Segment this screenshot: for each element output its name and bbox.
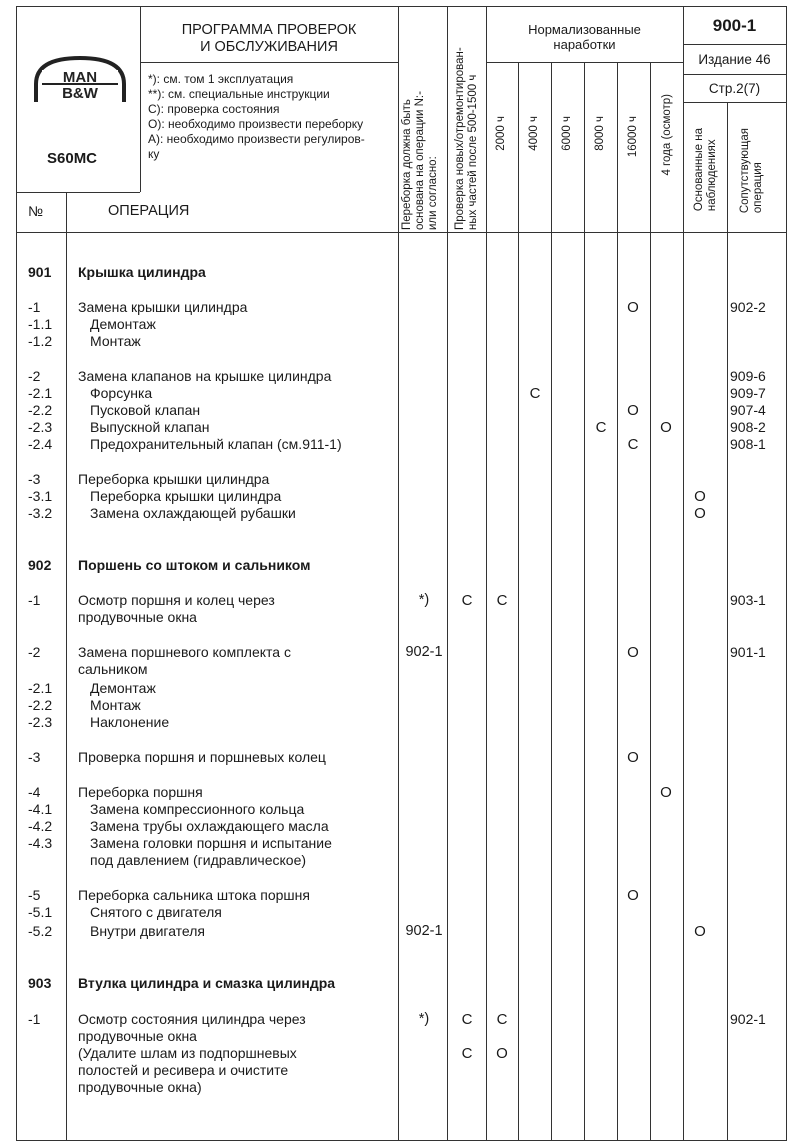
note-3: C): проверка состояния	[148, 102, 280, 116]
col-line-newparts	[447, 6, 448, 1141]
row-number: -3.2	[28, 505, 53, 521]
row-number: -1.1	[28, 316, 53, 332]
col-header-8000: 8000 ч	[594, 116, 606, 151]
row-number: 901	[28, 264, 52, 280]
operation-text: Монтаж	[90, 333, 141, 349]
operation-text: Предохранительный клапан (см.911-1)	[90, 436, 342, 452]
frame-left	[16, 6, 17, 1141]
observed-mark: O	[694, 488, 706, 505]
col-line-4000	[518, 62, 519, 1141]
observed-mark: O	[694, 505, 706, 522]
operation-text: Проверка поршня и поршневых колец	[78, 749, 326, 765]
row-number: -4	[28, 784, 41, 800]
col-line-related	[727, 102, 728, 1141]
h8000-mark: C	[595, 419, 607, 436]
note-5: A): необходимо произвести регулиров-	[148, 132, 365, 146]
operation-text: под давлением (гидравлическое)	[90, 852, 307, 868]
operation-text: Переборка сальника штока поршня	[78, 887, 310, 903]
col-line-years	[650, 62, 651, 1141]
operation-text: продувочные окна	[78, 609, 197, 625]
operation-text: сальником	[78, 661, 148, 677]
col-header-4000: 4000 ч	[528, 116, 540, 151]
row-number: -2.3	[28, 419, 53, 435]
related-operation: 909-7	[730, 385, 766, 401]
h16000-mark: O	[627, 299, 639, 316]
operation-text: Замена компрессионного кольца	[90, 801, 305, 817]
row-number: -1	[28, 299, 41, 315]
col-line-observed	[683, 6, 684, 1141]
operation-text: Наклонение	[90, 714, 170, 730]
col-line-6000	[551, 62, 552, 1141]
new-parts-mark: C	[461, 1045, 473, 1062]
col-header-6000: 6000 ч	[561, 116, 573, 151]
operation-text: Переборка крышки цилиндра	[78, 471, 270, 487]
based-on-ref: 902-1	[405, 644, 443, 660]
svg-text:B&W: B&W	[62, 85, 98, 102]
row-number: -3	[28, 749, 41, 765]
row-number: -4.2	[28, 818, 53, 834]
h16000-mark: O	[627, 644, 639, 661]
col-header-related: Сопутствующая операция	[739, 128, 764, 214]
row-number: -2.2	[28, 402, 53, 418]
docnum-divider	[683, 44, 786, 45]
based-on-ref: 902-1	[405, 923, 443, 939]
h2000-mark: C	[496, 592, 508, 609]
related-operation: 908-1	[730, 436, 766, 452]
row-number: -2.1	[28, 680, 53, 696]
frame-bottom	[16, 1140, 787, 1141]
row-number: -2.2	[28, 697, 53, 713]
operation-text: продувочные окна)	[78, 1079, 202, 1095]
note-6: ку	[148, 147, 160, 161]
header-bottom-line	[16, 232, 787, 233]
header-divider-left	[16, 192, 140, 193]
related-operation: 909-6	[730, 368, 766, 384]
row-number: -1.2	[28, 333, 53, 349]
based-on-ref: *)	[418, 592, 430, 608]
operation-text: Демонтаж	[90, 680, 156, 696]
operation-text: Монтаж	[90, 697, 141, 713]
col-line-2000	[486, 6, 487, 1141]
row-number: -2.4	[28, 436, 53, 452]
h16000-mark: O	[627, 402, 639, 419]
operation-text: Переборка крышки цилиндра	[90, 488, 282, 504]
operation-text: Пусковой клапан	[90, 402, 201, 418]
legend-notes	[148, 72, 365, 162]
title-divider	[140, 62, 398, 63]
doc-number: 900-1	[712, 16, 757, 35]
frame-top	[16, 6, 787, 7]
edition: Издание 46	[698, 52, 771, 67]
operation-text: продувочные окна	[78, 1028, 197, 1044]
page-divider	[683, 102, 786, 103]
col-header-observed: Основанные на наблюдениях	[693, 128, 718, 212]
related-operation: 901-1	[730, 644, 766, 660]
page-ref: Стр.2(7)	[708, 81, 761, 96]
program-title-line2: И ОБСЛУЖИВАНИЯ	[200, 39, 338, 55]
col-header-new-parts: Проверка новых/отремонтирован- ных частей после 500-1500 ч	[454, 47, 479, 230]
operation-text: Демонтаж	[90, 316, 156, 332]
col-header-16000: 16000 ч	[627, 116, 639, 158]
normalized-title-line1: Нормализованные	[528, 22, 641, 37]
operation-text: Замена трубы охлаждающего масла	[90, 818, 329, 834]
operation-text: Замена охлаждающей рубашки	[90, 505, 296, 521]
row-number: -5.2	[28, 923, 53, 939]
h16000-mark: C	[627, 436, 639, 453]
section-title: Крышка цилиндра	[78, 264, 206, 280]
new-parts-mark: C	[461, 1011, 473, 1028]
row-number: -2.3	[28, 714, 53, 730]
col-line-no	[66, 192, 67, 1141]
operation-text: Замена клапанов на крышке цилиндра	[78, 368, 332, 384]
row-number: -2	[28, 644, 41, 660]
operation-text: Замена головки поршня и испытание	[90, 835, 332, 851]
section-title: Втулка цилиндра и смазка цилиндра	[78, 975, 336, 991]
normalized-title-line2: наработки	[553, 37, 616, 52]
col-header-operation: ОПЕРАЦИЯ	[108, 203, 190, 219]
h16000-mark: O	[627, 749, 639, 766]
row-number: -5	[28, 887, 41, 903]
col-header-no: №	[28, 203, 44, 219]
row-number: -3.1	[28, 488, 53, 504]
operation-text: Выпускной клапан	[90, 419, 210, 435]
section-title: Поршень со штоком и сальником	[78, 557, 311, 573]
h2000-mark: C	[496, 1011, 508, 1028]
new-parts-mark: C	[461, 592, 473, 609]
row-number: -2	[28, 368, 41, 384]
col-header-2000: 2000 ч	[495, 116, 507, 151]
operation-text: Форсунка	[90, 385, 153, 401]
col-line-8000	[584, 62, 585, 1141]
col-line-16000	[617, 62, 618, 1141]
man-bw-logo	[30, 52, 130, 108]
operation-text: (Удалите шлам из подпоршневых	[78, 1045, 297, 1061]
related-operation: 902-2	[730, 299, 766, 315]
program-title-line1: ПРОГРАММА ПРОВЕРОК	[181, 22, 357, 38]
row-number: -1	[28, 592, 41, 608]
row-number: -2.1	[28, 385, 53, 401]
related-operation: 902-1	[730, 1011, 766, 1027]
col-header-based-on: Переборка должна быть основана на операции N:- или согласно:	[401, 91, 439, 230]
operation-text: Внутри двигателя	[90, 923, 206, 939]
col-header-4years: 4 года (осмотр)	[661, 94, 673, 176]
row-number: -5.1	[28, 904, 53, 920]
h4000-mark: C	[529, 385, 541, 402]
row-number: -1	[28, 1011, 41, 1027]
svg-text:MAN: MAN	[62, 69, 98, 86]
col-line-based	[398, 6, 399, 1141]
operation-text: Замена поршневого комплекта с	[78, 644, 291, 660]
row-number: -3	[28, 471, 41, 487]
operation-text: полостей и ресивера и очистите	[78, 1062, 289, 1078]
operation-text: Осмотр поршня и колец через	[78, 592, 275, 608]
h2000-mark: O	[496, 1045, 508, 1062]
based-on-ref: *)	[418, 1011, 430, 1027]
note-1: *): см. том 1 эксплуатация	[148, 72, 294, 86]
operation-text: Переборка поршня	[78, 784, 203, 800]
observed-mark: O	[694, 923, 706, 940]
operation-text: Замена крышки цилиндра	[78, 299, 248, 315]
years4-mark: O	[660, 419, 672, 436]
row-number: 903	[28, 975, 52, 991]
row-number: -4.3	[28, 835, 53, 851]
related-operation: 907-4	[730, 402, 766, 418]
operation-text: Осмотр состояния цилиндра через	[78, 1011, 306, 1027]
operation-text: Снятого с двигателя	[90, 904, 222, 920]
frame-right	[786, 6, 787, 1141]
related-operation: 903-1	[730, 592, 766, 608]
note-4: O): необходимо произвести переборку	[148, 117, 364, 131]
engine-model: S60MC	[47, 150, 98, 167]
edition-divider	[683, 74, 786, 75]
row-number: -4.1	[28, 801, 53, 817]
row-number: 902	[28, 557, 52, 573]
related-operation: 908-2	[730, 419, 766, 435]
note-2: **): см. специальные инструкции	[148, 87, 330, 101]
h16000-mark: O	[627, 887, 639, 904]
years4-mark: O	[660, 784, 672, 801]
